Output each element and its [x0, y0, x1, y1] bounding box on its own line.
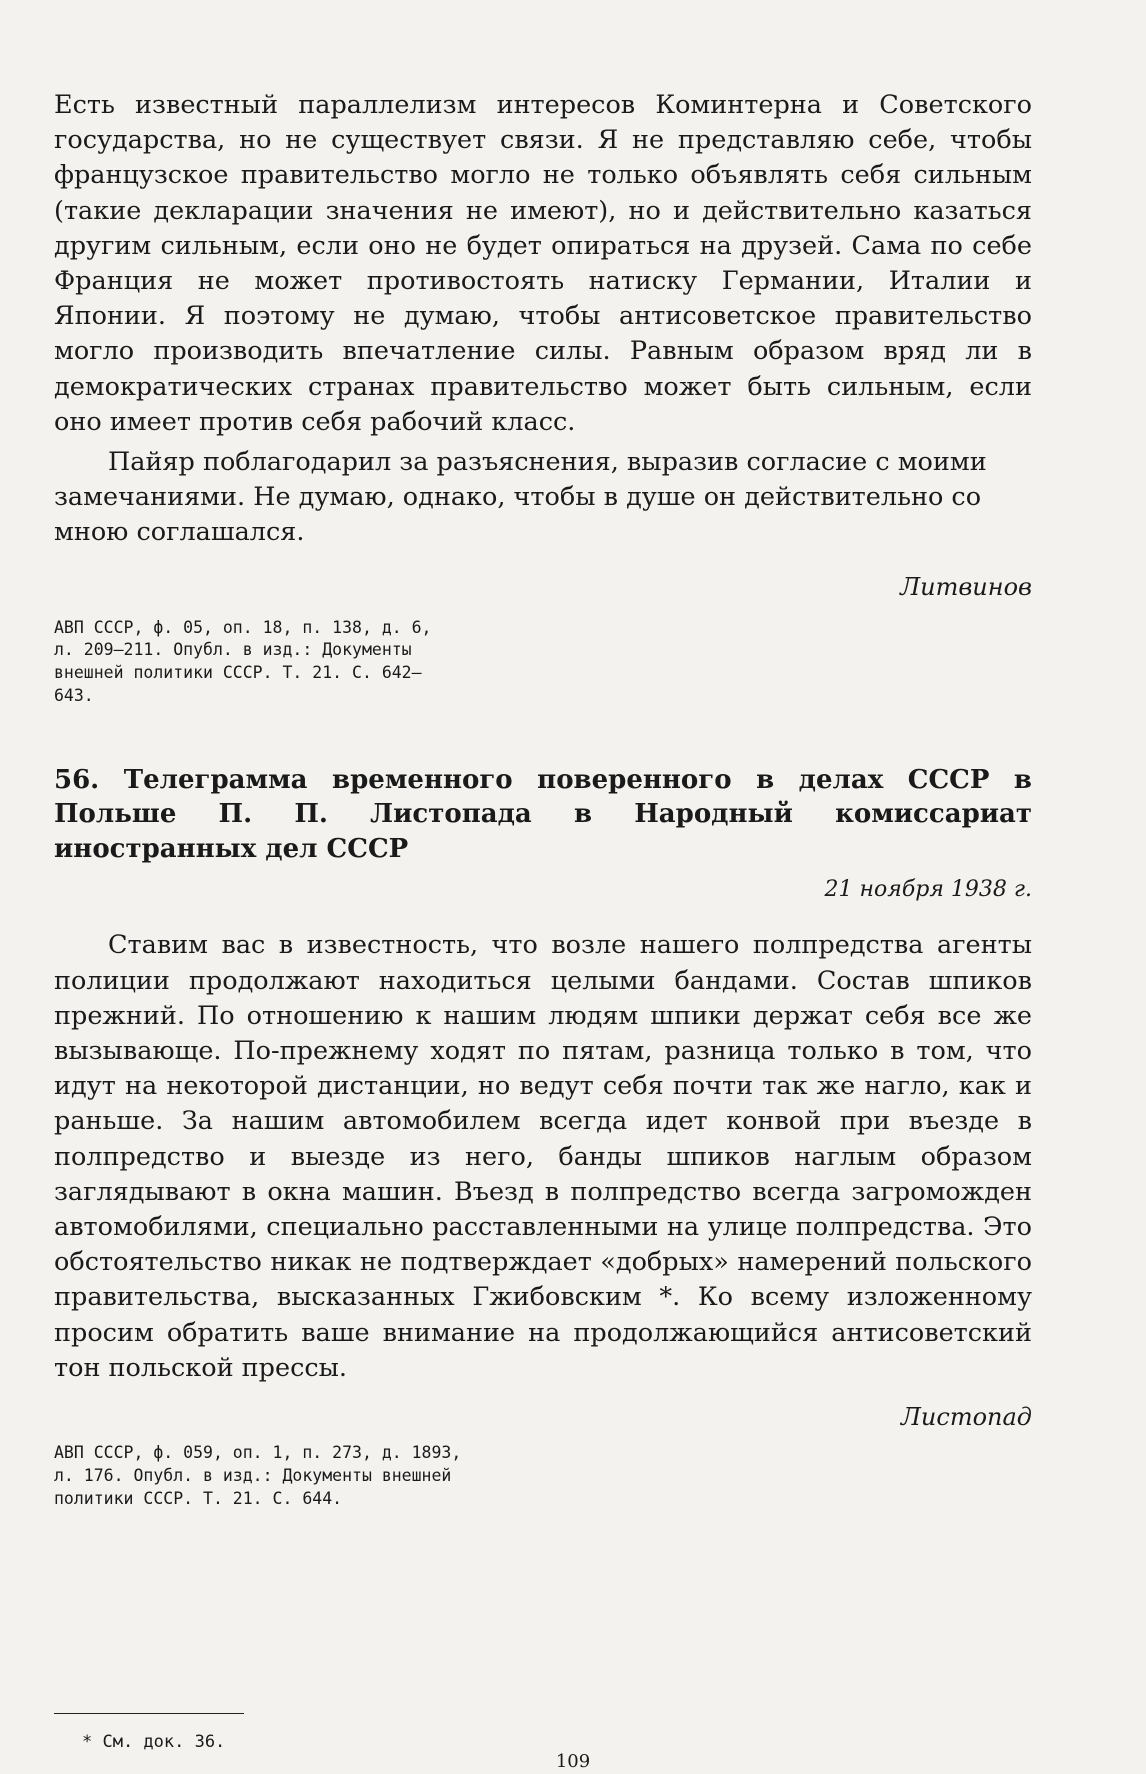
doc55-paragraph-1: Есть известный параллелизм интересов Коминтерна и Советского государства, но не существует связи. Я не представляю себе, чтобы французское правительство могло не только объявлять себя сильным (такие декларации значения не имеют), но и действительно казаться другим сильным, если оно не будет опираться на друзей. Сама по себе Франция не может противостоять натиску Германии, Италии и Японии. Я поэтому не думаю, чтобы антисоветское правительство могло производить впечатление силы. Равным образом вряд ли в демократических странах правительство может быть сильным, если оно имеет против себя рабочий класс.: [54, 90, 1032, 437]
doc56-date: 21 ноября 1938 г.: [824, 877, 1032, 903]
archive-line: внешней политики СССР. Т. 21. С. 642—: [54, 663, 422, 683]
doc55-signature: Литвинов: [900, 572, 1032, 601]
archive-line: АВП СССР, ф. 059, оп. 1, п. 273, д. 1893,: [54, 1442, 462, 1462]
footnote-divider: [54, 1713, 244, 1714]
page-number: 109: [555, 1751, 591, 1772]
footnote: * См. док. 36.: [82, 1732, 226, 1752]
doc56-archive-reference: [54, 1442, 1032, 1510]
doc56-signature: Листопад: [900, 1402, 1032, 1431]
archive-line: политики СССР. Т. 21. С. 644.: [54, 1488, 343, 1508]
doc56-heading: 56. Телеграмма временного поверенного в делах СССР в Польше П. П. Листопада в Народный комиссариат иностранных дел СССР: [54, 764, 1032, 864]
archive-line: АВП СССР, ф. 05, оп. 18, п. 138, д. 6,: [54, 617, 432, 637]
doc56-body: Ставим вас в известность, что возле нашего полпредства агенты полиции продолжают находиться целыми бандами. Состав шпиков прежний. По отношению к нашим людям шпики держат себя все же вызывающе. По-прежнему ходят по пятам, разница только в том, что идут на некоторой дистанции, но ведут себя почти так же нагло, как и раньше. За нашим автомобилем всегда идет конвой при въезде в полпредство и выезде из него, банды шпиков наглым образом заглядывают в окна машин. Въезд в полпредство всегда загроможден автомобилями, специально расставленными на улице полпредства. Это обстоятельство никак не подтверждает «добрых» намерений польского правительства, высказанных Гжибовским *. Ко всему изложенному просим обратить ваше внимание на продолжающийся антисоветский тон польской прессы.: [54, 930, 1032, 1383]
page-content: [54, 88, 1032, 1510]
doc55-paragraph-2: Пайяр поблагодарил за разъяснения, выразив согласие с моими замечаниями. Не думаю, однако, чтобы в душе он действительно со мною соглашался.: [54, 447, 987, 548]
archive-line: л. 176. Опубл. в изд.: Документы внешней: [54, 1465, 452, 1485]
archive-line: л. 209—211. Опубл. в изд.: Документы: [54, 640, 412, 660]
archive-line: 643.: [54, 686, 94, 706]
doc55-archive-reference: [54, 617, 1032, 708]
